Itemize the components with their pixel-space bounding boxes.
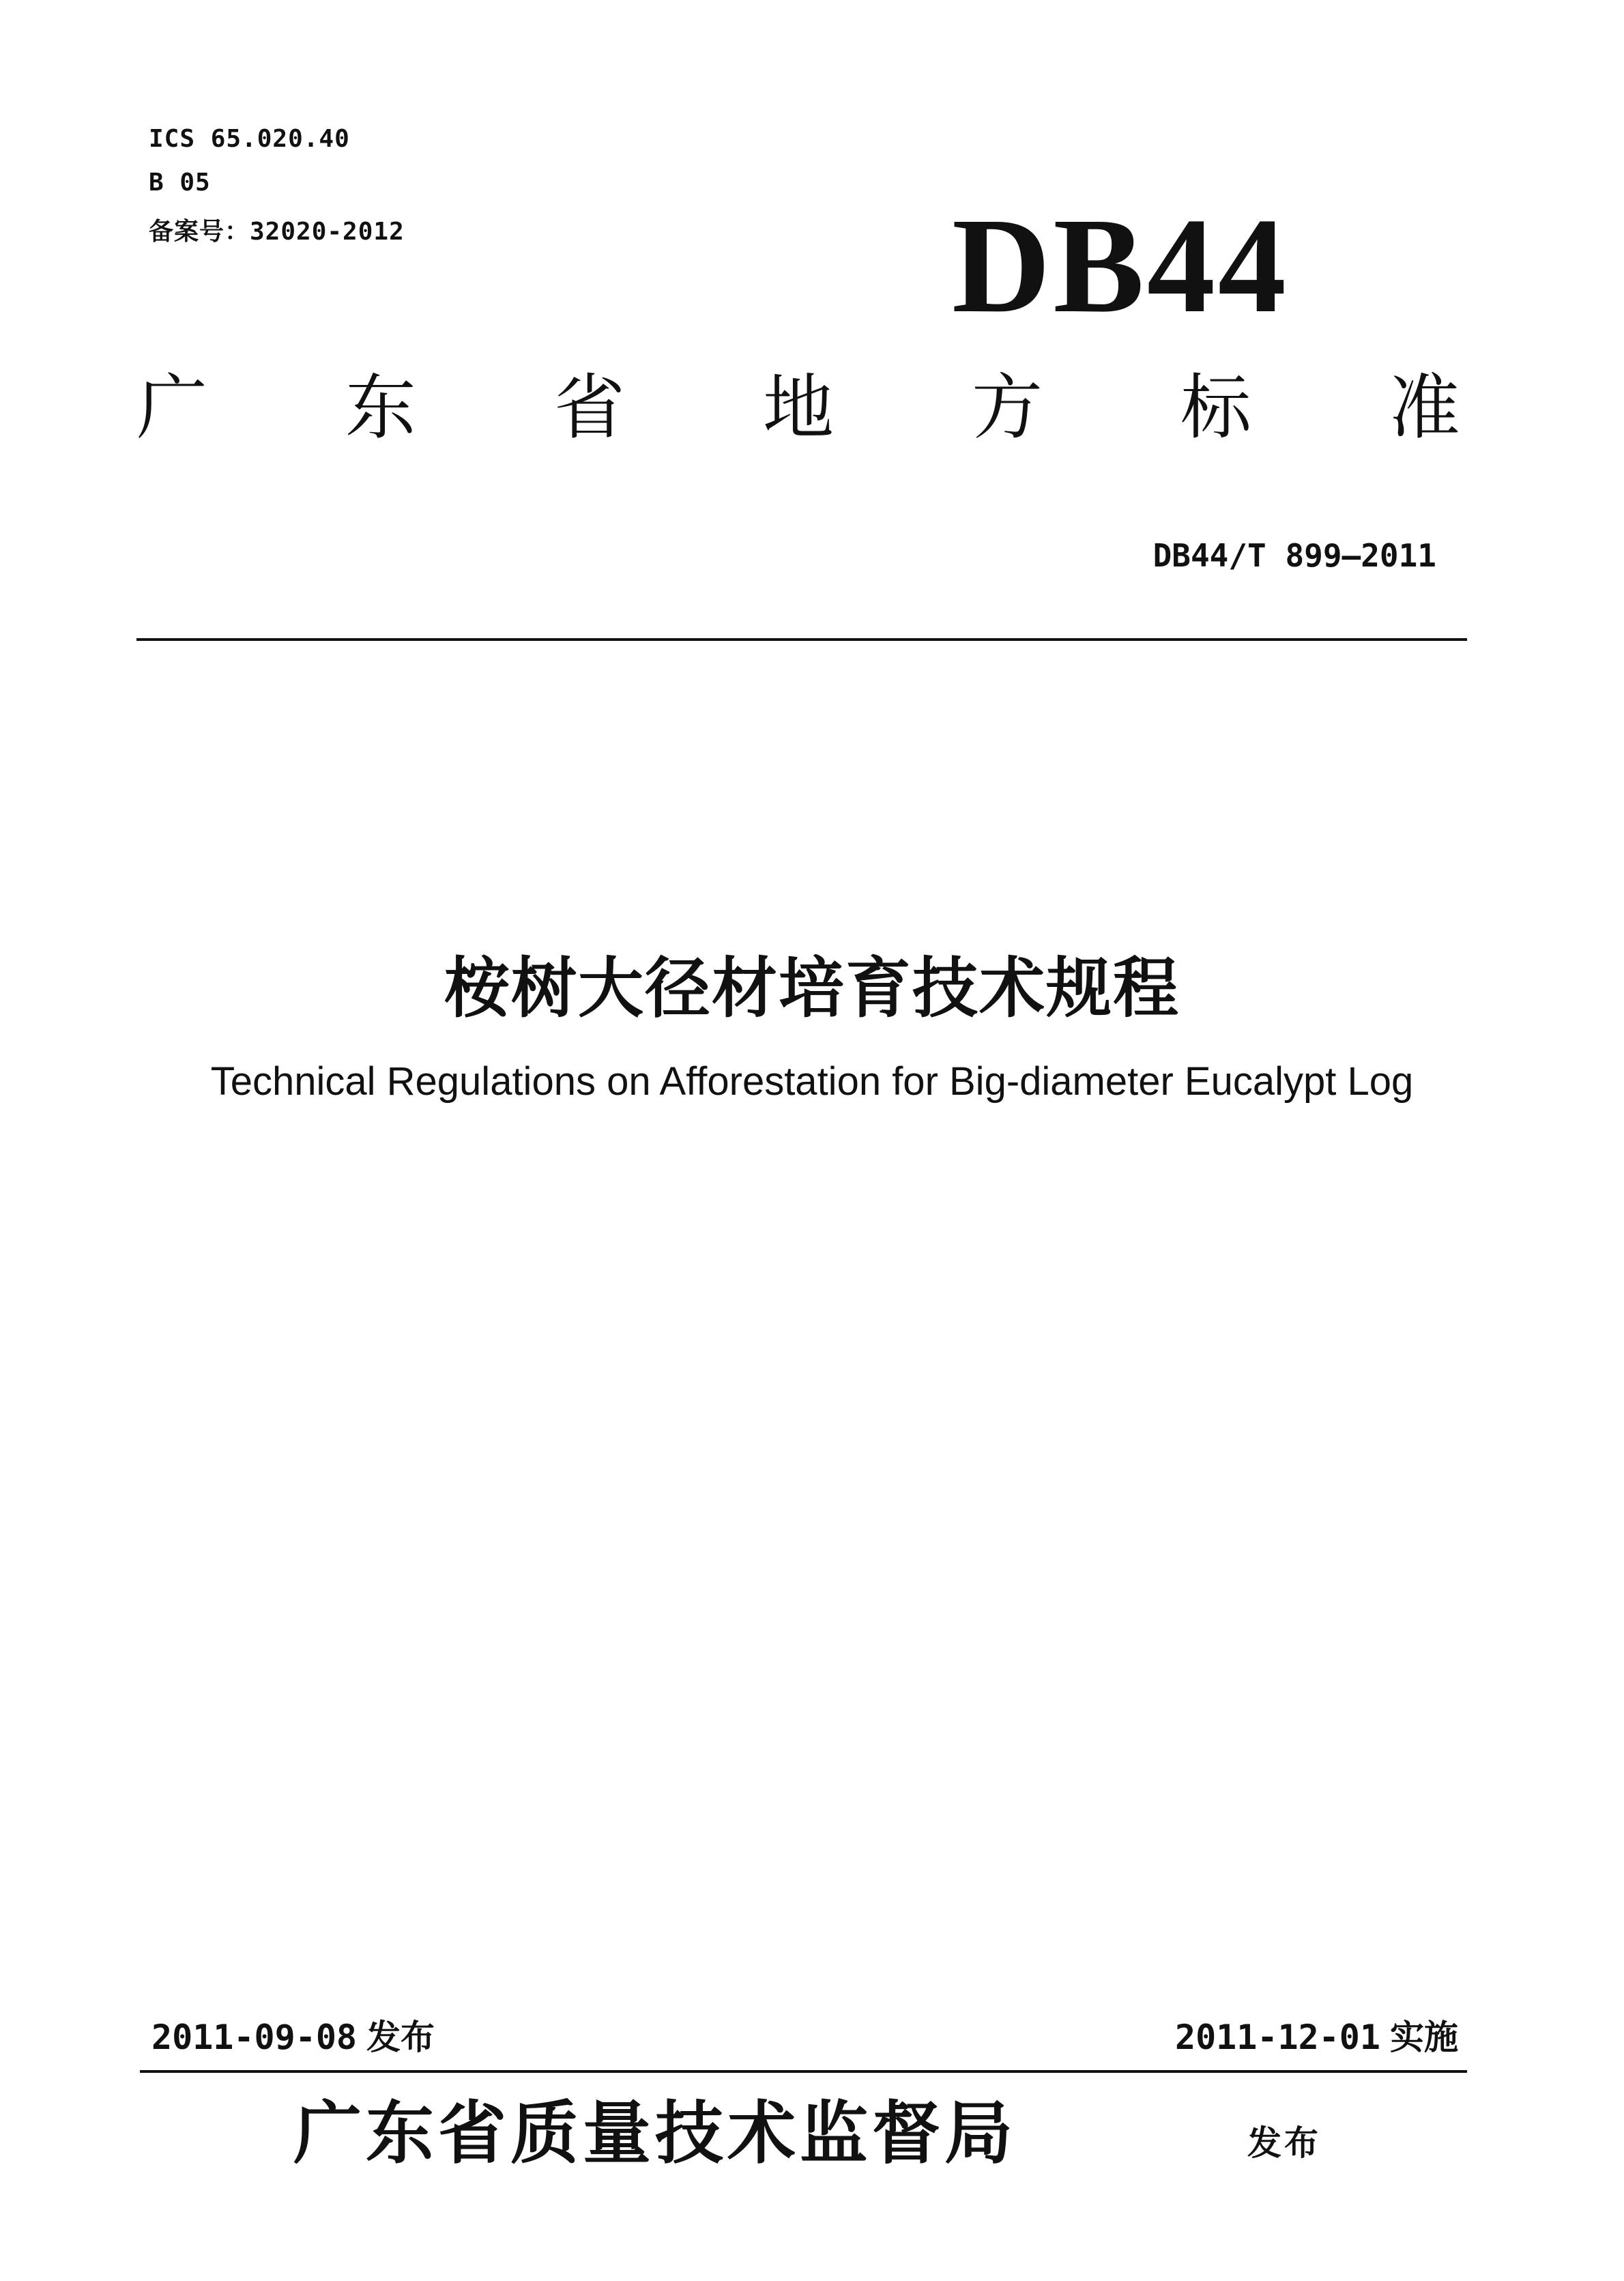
- implementation-date-line: [1175, 2010, 1458, 2059]
- filing-number: 备案号：32020-2012: [149, 218, 405, 246]
- issue-date-line: [151, 2010, 435, 2059]
- header-divider: [136, 638, 1467, 641]
- footer-divider: [140, 2070, 1467, 2073]
- issue-date: 2011-09-08: [151, 2018, 358, 2057]
- issuer-suffix: 发布: [1247, 2123, 1321, 2163]
- category-char: 省: [553, 366, 625, 449]
- ics-code: ICS 65.020.40: [149, 125, 350, 153]
- standard-category-heading: [136, 366, 1460, 449]
- title-english: Technical Regulations on Afforestation for Big-diameter Eucalypt Log: [210, 1059, 1414, 1104]
- issue-label: 发布: [366, 2018, 435, 2057]
- category-char: 广: [136, 366, 208, 449]
- ccs-code: B 05: [149, 169, 211, 197]
- category-char: 地: [762, 366, 834, 449]
- db44-logo: DB44: [952, 190, 1289, 341]
- issuing-authority: 广东省质量技术监督局: [293, 2093, 1017, 2173]
- title-chinese: 桉树大径材培育技术规程: [444, 950, 1180, 1027]
- category-char: 标: [1180, 366, 1251, 449]
- standard-number: DB44/T 899—2011: [1152, 537, 1436, 574]
- category-char: 方: [971, 366, 1043, 449]
- implementation-label: 实施: [1390, 2018, 1458, 2057]
- category-char: 准: [1389, 366, 1460, 449]
- implementation-date: 2011-12-01: [1174, 2018, 1380, 2057]
- category-char: 东: [345, 366, 416, 449]
